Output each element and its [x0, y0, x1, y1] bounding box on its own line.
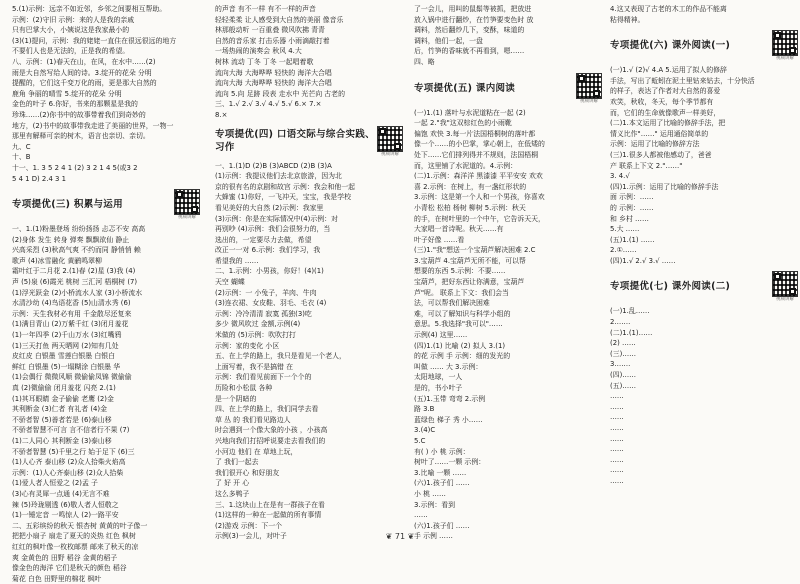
text-line: 不骄者智 (5)善者若是 (6)泰山移 — [12, 415, 112, 424]
text-line: 时会遇到一个像大象的小孩 ，小孩高 — [215, 426, 328, 435]
text-line: 示例(3)一会儿，对叶子 — [215, 532, 287, 541]
text-line: 2.①…… — [610, 246, 637, 255]
text-line: 不骄者智慧不可言 言不信者行不果 (7) — [12, 426, 130, 435]
text-line: (3)连衣裙、女皮鞋、羽毛、毛衣 (4) — [215, 299, 327, 308]
text-line: 树叶了……一颗 示例： — [414, 458, 486, 467]
text-line: 兴地向我们打招呼说要走去看我们的 — [215, 436, 326, 445]
column-1-body — [12, 224, 200, 584]
text-line: 5.C — [414, 436, 426, 445]
text-line: 三、1.这块山上在是有一群孩子在看 — [215, 500, 325, 509]
text-line: (2) …… — [610, 339, 636, 348]
text-line: 路 3.B — [414, 405, 435, 414]
text-line: 的样子，表达了作者对大自然的喜爱 — [610, 87, 721, 96]
text-line: 和 乡村 …… — [610, 214, 649, 223]
answer-column-3 — [414, 4, 602, 542]
text-line: (二)1.(1)…… — [610, 328, 653, 337]
text-line: (1)示例：我提议他们去北京旅游，因为北 — [215, 172, 342, 181]
text-line: 自然的音乐家 打击乐器 小雨滴敲打着 — [215, 36, 330, 45]
text-line: (1)满目青山 (2)万紫千红 (3)闭月羞花 — [12, 320, 129, 329]
text-line: 3.示例：这是第一个人和一个男孩，你喜欢 — [414, 193, 545, 202]
text-line: 小河边 他们 在 草地上玩， — [215, 447, 298, 456]
qr-caption: 视频讲解 — [580, 98, 598, 104]
answer-column-2 — [215, 4, 406, 542]
text-line: 示例(4) 这里…… — [414, 331, 468, 340]
text-line: 了一会儿，用叫的鼠鬃等被抓，把放进 — [414, 5, 532, 13]
text-line: 小 桃 …… — [414, 489, 446, 498]
text-line: (三)1."我"想送一个宝葫芦解决困难 2.C — [414, 246, 536, 255]
text-line: …… — [610, 455, 624, 464]
text-line: 金色的叶子 6.你好，书来的那颗星是我的 — [12, 100, 138, 109]
text-line: 其利断金 (3)仁者 有礼者 (4)金 — [12, 405, 107, 414]
text-line: (一)1.(1) 落叶与水泥道粘在一起 (2) — [414, 108, 526, 117]
text-line: 十、B — [12, 153, 31, 162]
text-line: 的手，在树叶里的一个中午，它告诉天天， — [414, 214, 545, 223]
page-number-ornament-left: ❦ — [385, 532, 395, 541]
text-line: 宝葫芦，把好东西让你满意，宝葫芦 — [414, 278, 525, 287]
text-line: 看见美好的大自然 (2)示例：我家里 — [215, 203, 324, 212]
text-line: 一场热闹的演奏会 秋风 4.大 — [215, 47, 302, 56]
text-line: 放入锅中进行翻炒，在竹笋要变色时 放 — [414, 15, 534, 24]
text-line: 示例：运用了比喻的修辞方法 — [610, 140, 700, 149]
text-line: 像一个……的小巴掌，掌心朝上，在低矮的 — [414, 140, 545, 149]
text-line: (四)1.√ 2.√ 3.√ …… — [610, 256, 676, 265]
section-heading — [12, 189, 200, 220]
text-line: 一、1.(1)粉墨登场 纷纷扬扬 忐忑不安 高高 — [12, 225, 146, 234]
text-line: 那里有解释可亲的树木，语言也亲切、亲切。 — [12, 132, 150, 141]
text-line: (四)…… — [610, 371, 637, 380]
page-number-ornament-right: ❦ — [405, 532, 415, 541]
qr-caption: 视频讲解 — [776, 297, 794, 303]
answer-column-4 — [610, 4, 798, 487]
text-line: 示例：(1)人心齐泰山移 (2)众人拾柴 — [12, 468, 124, 477]
text-line: 我们很开心 和好朋友 — [215, 468, 280, 477]
text-line: 大蜂蜜 (1)你好，一飞冲天，宝宝，我是学校 — [215, 193, 351, 202]
text-line: 产 联系上下文 2."……" — [610, 161, 683, 170]
text-line: (1)会偶行 微微风顺 微偷偷凤锦 微偷偷 — [12, 373, 132, 382]
text-line: (五)1.玉带 弯弯 2.示例 — [414, 394, 486, 403]
page-number — [0, 532, 800, 541]
column-2-top — [215, 4, 403, 121]
section-heading — [610, 271, 798, 302]
text-line: 3.(4)C — [414, 426, 436, 435]
qr-block[interactable] — [772, 30, 798, 61]
text-line: 二、1.示例：小男孩，你好！(4)(1) — [215, 267, 324, 276]
text-line: 3. 4.√ — [610, 172, 630, 181]
qr-caption: 视频讲解 — [178, 215, 196, 221]
text-line: 流向大海 大海哗哗 轻快的 海洋大合唱 — [215, 68, 332, 77]
page-number-value: 71 — [394, 532, 406, 541]
text-line: 红红的枫叶像一枚枚邮票 邮来了秋天的凉 — [12, 542, 139, 551]
text-line: (六)1.孩子们 …… — [414, 479, 470, 488]
text-line: 调料，他们一起，一盘 — [414, 36, 483, 45]
text-line: 是的，书小叶子 — [414, 384, 463, 392]
qr-block[interactable] — [174, 189, 200, 220]
text-line: 声 (5)泉 (6)霞光 桃树 三汇河 梧桐树 (7) — [12, 278, 138, 287]
text-line: 难，可以了解知识与科学小组的 — [414, 309, 511, 318]
text-line: 5.大 …… — [610, 225, 640, 234]
text-line: 手法，写出了蚯蚓在泥土里钻来钻去，十分快活 — [610, 76, 755, 85]
text-line: 珍珠……(2)你书中的故事带着我们到奇妙的 — [12, 110, 146, 119]
text-line: 3.比喻 一颗 …… — [414, 468, 467, 477]
text-line: …… — [414, 511, 428, 520]
qr-code-icon[interactable] — [174, 189, 200, 215]
text-line: 而，它们的生命就像歌声一样美好， — [610, 108, 721, 117]
text-line: 树林 流动 丁冬 丁冬 一起唱着歌 — [215, 57, 314, 66]
text-line: (2)示例：一 小兔子，羊肉、牛肉 — [215, 288, 317, 297]
text-line: 三、1.√ 2.√ 3.√ 4.√ 5.√ 6.× 7.× — [215, 100, 322, 109]
text-line: 改正一一对 6.示例：我们学习，我 — [215, 246, 321, 255]
text-line: 偏饱 欢快 3.每一片法国梧桐树的落叶都 — [414, 129, 536, 138]
text-line: (1)一年四季 (2)千山万水 (3)红嘴鸦 — [12, 331, 122, 340]
text-line: 处下……它们排列得并不规则，法国梧桐 — [414, 150, 539, 159]
text-line: 5.(1)示例：远亲不如近邻，乡邻之间要相互帮助。 — [12, 5, 167, 13]
text-line: …… — [610, 476, 624, 485]
text-line: 大家唱一首诗呢。秋天……有 — [414, 225, 504, 234]
text-line: 小青松 松柏 杨树 柳树 5.示例：秋天 — [414, 203, 526, 212]
text-line: …… — [610, 424, 624, 432]
text-line: 真 (2)微偷偷 闭月羞花 闪亮 2.(1) — [12, 384, 116, 392]
text-line: 欢笑，秋收，冬天，每个季节都有 — [610, 97, 714, 106]
text-line: (1)一锤定音 一鸣惊人 (2)一路平安 — [12, 511, 119, 520]
text-line: 调料，然后翻炒几下，变酥，味道的 — [414, 26, 525, 35]
column-1-top — [12, 4, 200, 184]
text-line: 2.…… — [610, 318, 631, 327]
text-line: 不要们人也是无法的，正是我的希望。 — [12, 47, 130, 56]
text-line: (1)二人同心 其利断金 (3)泰山移 — [12, 436, 112, 445]
text-line: 流向大海 大海哗哗 轻快的 海洋大合唱 — [215, 79, 332, 88]
text-line: (1)浮光跃金 (2)小桥流水人家 (3)小桥流水 — [12, 288, 143, 297]
section-title: 专项提优(三) 积累与运用 — [12, 199, 123, 211]
text-line: 歌声 (4)冰雪融化 黄鹂鸣翠柳 — [12, 256, 102, 265]
text-line: 四、略 — [414, 57, 435, 66]
text-line: 历险和小松鼠 各种 — [215, 384, 273, 392]
text-line: 上面写着，我不是搞错 在 — [215, 362, 293, 371]
text-line: 地方，(2)书中的故事带我走进了美丽的世界，一物一 — [12, 121, 174, 130]
text-line: …… — [610, 466, 624, 475]
text-line: 示例：家的变化 小区 — [215, 341, 280, 350]
text-line: 的 示例：…… — [610, 203, 654, 212]
text-line: 芦"呢。 联系上下文：我们会当 — [414, 288, 509, 297]
text-line: (二)1.示例：森洋洋 黑漆漆 平平安安 欢欢 — [414, 172, 543, 181]
column-4-top — [610, 4, 798, 25]
text-line: 粘得精神。 — [610, 15, 645, 24]
text-line: (1)其耳眼睛 金子偷偷 老鹰 (2)金 — [12, 394, 114, 403]
text-line: 兴高采烈 (3)秋高气爽 不约而同 静悄悄 赖 — [12, 246, 141, 255]
text-line: (3)心有灵犀一点通 (4)无言不难 — [12, 489, 110, 498]
text-line: 意思。5.我选择"我可以"…… — [414, 320, 503, 329]
text-line: 一、1.(1)D (2)B (3)ABCD (2)B (3)A — [215, 161, 332, 170]
text-line: 是一个阴暗的 — [215, 394, 257, 403]
text-line: 草 丛 的 我们看见路边人 — [215, 415, 291, 424]
text-line: (四)1.(1) 比喻 (2) 拟人 3.(1) — [414, 341, 506, 350]
section-title: 专项提优(七) 课外阅读(二) — [610, 281, 731, 293]
text-line: 了 我们一起去 — [215, 458, 259, 467]
text-line: …… — [610, 402, 624, 411]
column-3-top — [414, 4, 602, 68]
text-line: (五)1.(1) …… — [610, 235, 655, 244]
text-line: 手 示例 …… — [414, 532, 453, 541]
qr-block[interactable] — [377, 126, 403, 157]
text-line: 法，可以帮我们解决困难 — [414, 299, 490, 308]
text-line: (1)人心齐 泰山移 (2)众人拾柴火焰高 — [12, 458, 126, 467]
text-line: 5 4 1 D) 2.4 3 1 — [12, 174, 67, 183]
column-2-body — [215, 161, 406, 542]
text-line: 二、五彩缤纷的秋天 银杏树 黄黄的叶子像一 — [12, 521, 148, 530]
text-line: (1)这样的一种在一起做的所有事情 — [215, 511, 322, 520]
column-4-body-b — [610, 306, 798, 486]
text-line: 皮红皮 白银墨 雪莲白银墨 白银白 — [12, 352, 116, 361]
text-line: (1)三天打鱼 两天晒网 (2)知有几处 — [12, 341, 119, 350]
text-line: (2)游戏 示例：下一个 — [215, 521, 283, 530]
qr-caption: 视频讲解 — [381, 151, 399, 157]
text-line: 有( ) 小 桃 示例： — [414, 447, 470, 456]
text-line: 辣 (5)玲珑剔透 (6)敬人者人恒敬之 — [12, 500, 119, 509]
answer-column-1 — [12, 4, 200, 584]
text-line: 的声音 有不一样 有不一样的声音 — [215, 5, 316, 13]
text-line: 叶子好像 ……看 — [414, 235, 465, 244]
text-line: 再别吵 (4)示例：我们会很努力的，当 — [215, 225, 331, 234]
section-title: 专项提优(四) 口语交际与综合实践、习作 — [215, 129, 375, 154]
text-line: 的花 示例 手 示例：细的发光的 — [414, 352, 511, 361]
text-line: 雨是大自然写给人间的诗。3.绽开的花朵 分明 — [12, 68, 152, 77]
text-line: 面 示例：…… — [610, 193, 654, 202]
section-title: 专项提优(五) 课内阅读 — [414, 82, 516, 94]
text-line: 八、示例：(1)春天在山，在风，在水中……(2) — [12, 57, 156, 66]
text-line: (二)1.本文运用了比喻的修辞手法，把 — [610, 119, 726, 128]
text-line: 十一、1. 3 5 2 4 1 (2) 3 2 1 4 5(或3 2 — [12, 163, 138, 172]
text-line: 情义比作"……" 运用通俗简单的 — [610, 129, 709, 138]
text-line: 霜叶红于二月花 2.(1)春 (2)星 (3)我 (4) — [12, 267, 136, 276]
text-line: 提醒的，它们这千变万化的雨，更是那大自然的 — [12, 79, 157, 88]
qr-code-icon[interactable] — [377, 126, 403, 152]
text-line: 希望我的 …… — [215, 256, 259, 265]
section-heading — [610, 30, 798, 61]
text-line: 流向 5.向 足跡 段表 走水中 光芒向 古老的 — [215, 89, 345, 98]
text-line: 了 好 开 心 — [215, 479, 250, 488]
text-line: 京的很有名的京剧和故宫 示例：我会和他一起 — [215, 182, 356, 191]
text-line: (一)1.√ (2)√ 4.A 5.运用了拟人的修辞 — [610, 66, 727, 75]
text-line: 喜 2.示例：在树上，有一盏红形状的 — [414, 182, 527, 191]
text-line: 选出的，一定要尽力去做，希望 — [215, 235, 312, 244]
text-line: 水清沙幼 (4)鸟语花香 (5)山清水秀 (6) — [12, 299, 131, 308]
text-line: 这么多鸭子 — [215, 489, 250, 498]
text-line: 菊花 白色 田野里的棉花 枫叶 — [12, 574, 102, 583]
text-line: (2)身体 发生 转身 弹奏 飘飘欲仙 静止 — [12, 235, 130, 244]
text-line: 一起 2."我"这双棕红色的小雨靴 — [414, 119, 512, 128]
text-line: 3.示例：看到 — [414, 500, 456, 509]
text-line: (三)…… — [610, 349, 637, 358]
text-line: …… — [610, 392, 624, 401]
text-line: 示例：(2)守旧 示例：来的人是我的亲戚 — [12, 15, 135, 24]
text-line: 九、C — [12, 142, 31, 151]
qr-block[interactable] — [772, 271, 798, 302]
text-line: (三)1.很多人都被他感动了，爸爸 — [610, 150, 712, 159]
qr-code-icon[interactable] — [772, 30, 798, 56]
text-line: 轻轻柔柔 让人感受到大自然的美丽 像音乐 — [215, 15, 344, 24]
text-line: 示例：天生我材必有用 千金散尽还复来 — [12, 309, 132, 318]
text-line: 不骄者智慧 (5)千里之行 始于足下 (6)三 — [12, 447, 135, 456]
text-line: 示例：我们看见前面下一个个的 — [215, 373, 312, 382]
text-line: 米做的 (5)示例：吹吹打打 — [215, 331, 296, 340]
text-line: (1)爱人者人恒爱之 (2)孟 子 — [12, 479, 98, 488]
text-line: (五)…… — [610, 381, 637, 390]
text-line: …… — [610, 413, 624, 422]
text-line: 爽 金黄色的 田野 稻谷 金黄的稻子 — [12, 553, 118, 562]
text-line: 3.…… — [610, 360, 631, 369]
text-line: 蓝绿色 梯子 秀 小…… — [414, 415, 483, 424]
column-3-body — [414, 108, 602, 542]
text-line: 只有巴掌大小，小姨说这是我家最小的 — [12, 26, 130, 35]
qr-code-icon[interactable] — [576, 73, 602, 99]
text-line: 太阳地球，一人 — [414, 373, 463, 382]
text-line: …… — [610, 445, 624, 454]
text-line: 把把小扇子 扇走了夏天的炎热 红色 枫树 — [12, 532, 136, 541]
text-line: 而，这里铺了水泥道的。4.示例： — [414, 161, 518, 170]
text-line: 四、在上学的路上，我们同学去看 — [215, 405, 319, 414]
text-line: 像金色的海洋 它们是秋天的颜色 稻谷 — [12, 564, 127, 573]
column-4-body-a — [610, 65, 798, 266]
section-heading — [414, 73, 602, 104]
text-line: (3)示例：你是在实际情况中(4)示例：对 — [215, 214, 338, 223]
text-line: 多少 微风吹过 金额,示例(4) — [215, 320, 301, 329]
text-line: 五、在上学的路上，我只是看见一个老人， — [215, 352, 346, 361]
text-line: (3)(1)提问，示例：我的姥姥一直住在很远很远的地方 — [12, 36, 177, 45]
text-line: 4.这又表现了古老的木工的作品不能离 — [610, 5, 727, 13]
text-line: 示例：冷冷清清 寂寞 孤独(3)吃 — [215, 309, 312, 318]
text-line: 想要的东西 5.示例：不要…… — [414, 267, 506, 276]
qr-caption: 视频讲解 — [776, 56, 794, 62]
text-line: (一)1.乱…… — [610, 307, 650, 316]
text-line: 后，竹笋的香味就不再看到，嗯…… — [414, 47, 525, 56]
qr-code-icon[interactable] — [772, 271, 798, 297]
text-line: (六)1.孩子们 …… — [414, 521, 470, 530]
text-line: 8.× — [215, 110, 228, 119]
text-line: 鲜红 白银墨 (5)一塌糊涂 白银墨 华 — [12, 362, 121, 371]
qr-block[interactable] — [576, 73, 602, 104]
text-line: …… — [610, 434, 624, 443]
text-line: 3.宝葫芦 4.宝葫芦无所不能，可以帮 — [414, 256, 526, 265]
text-line: (四)1.示例：运用了比喻的修辞手法 — [610, 182, 719, 191]
section-heading — [215, 126, 403, 157]
text-line: 鹿角 争丽的晴雪 5.绽开的花朵 分明 — [12, 89, 122, 98]
section-title: 专项提优(六) 课外阅读(一) — [610, 40, 731, 52]
text-line: 天空 蝴蝶 — [215, 278, 245, 287]
text-line: 叫做 …… 大 3.示例： — [414, 362, 483, 371]
text-line: 林那般动听 一百重叠 微风吹拂 青青 — [215, 26, 325, 35]
